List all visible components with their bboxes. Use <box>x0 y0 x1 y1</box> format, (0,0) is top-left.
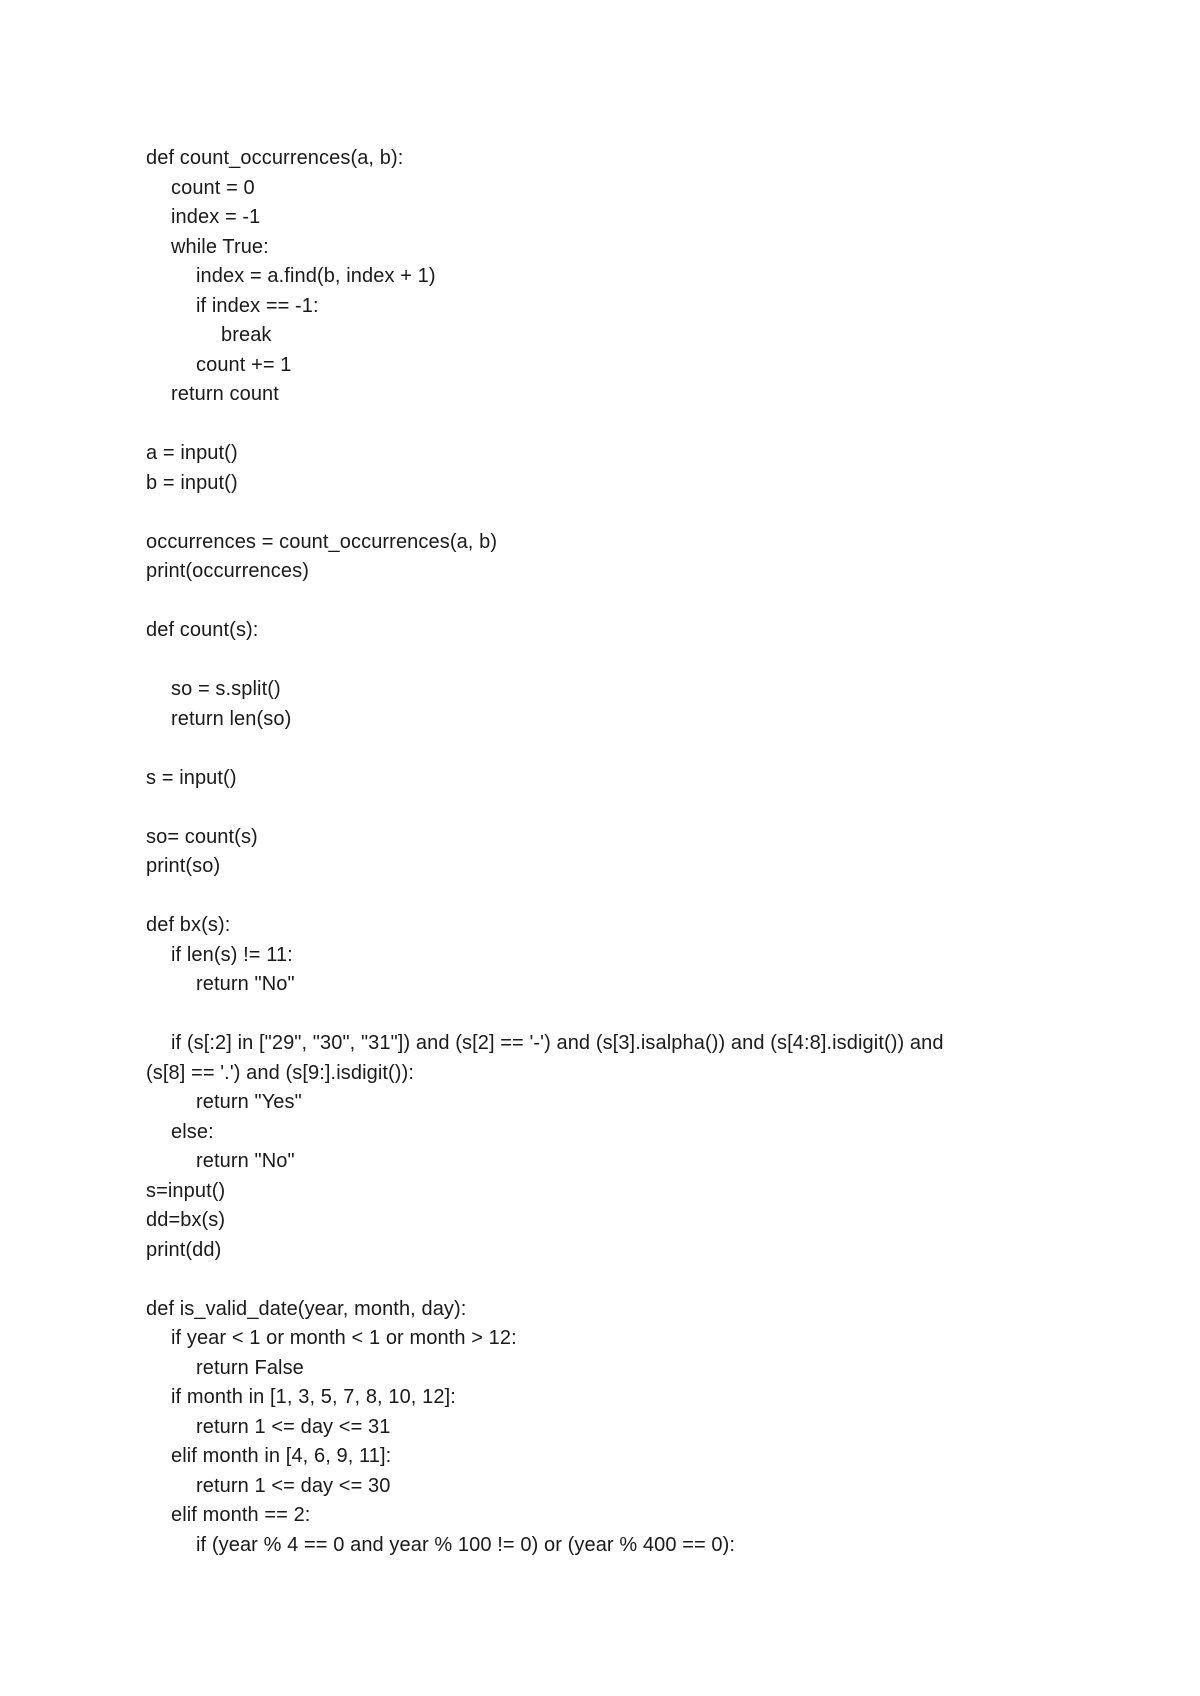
blank-line <box>146 793 1046 823</box>
code-line: b = input() <box>146 471 238 494</box>
blank-line <box>146 1000 1046 1030</box>
blank-line <box>146 587 1046 617</box>
code-line: print(dd) <box>146 1238 222 1261</box>
code-line: return "Yes" <box>196 1091 302 1113</box>
code-line: index = -1 <box>171 206 261 228</box>
blank-line <box>146 734 1046 764</box>
code-line: return count <box>171 383 279 405</box>
blank-line <box>146 410 1046 440</box>
code-line: print(so) <box>146 855 221 877</box>
blank-line <box>146 498 1046 528</box>
code-line: def count(s): <box>146 619 259 641</box>
code-line: so = s.split() <box>171 678 281 700</box>
code-line: if year < 1 or month < 1 or month > 12: <box>171 1327 517 1349</box>
code-line: if len(s) != 11: <box>171 943 293 966</box>
code-line: def count_occurrences(a, b): <box>146 147 404 169</box>
code-line: occurrences = count_occurrences(a, b) <box>146 530 498 553</box>
code-line: while True: <box>171 235 269 258</box>
code-line: print(occurrences) <box>146 560 309 582</box>
code-line: index = a.find(b, index + 1) <box>196 265 436 287</box>
code-line: a = input() <box>146 442 238 464</box>
code-line: (s[8] == '.') and (s[9:].isdigit()): <box>146 1061 414 1084</box>
code-line: def is_valid_date(year, month, day): <box>146 1297 467 1320</box>
code-line: elif month in [4, 6, 9, 11]: <box>171 1445 392 1467</box>
blank-line <box>146 1265 1046 1295</box>
code-line: s = input() <box>146 766 237 789</box>
code-line: if (s[:2] in ["29", "30", "31"]) and (s[2] == '-') and (s[3].isalpha()) and (s[4:8].isdigit()) and <box>171 1032 944 1054</box>
code-line: return "No" <box>196 973 295 995</box>
code-line: count += 1 <box>196 353 292 376</box>
code-line: return False <box>196 1356 304 1379</box>
code-line: count = 0 <box>171 176 255 199</box>
code-line: so= count(s) <box>146 825 258 848</box>
code-line: elif month == 2: <box>171 1504 311 1526</box>
code-line: break <box>221 324 272 346</box>
code-line: if index == -1: <box>196 294 319 317</box>
blank-line <box>146 646 1046 676</box>
code-line: return 1 <= day <= 31 <box>196 1415 391 1438</box>
code-line: return "No" <box>196 1150 295 1172</box>
code-block <box>146 144 1046 1560</box>
code-line: s=input() <box>146 1179 226 1202</box>
code-line: if month in [1, 3, 5, 7, 8, 10, 12]: <box>171 1386 456 1408</box>
code-line: return 1 <= day <= 30 <box>196 1474 391 1497</box>
code-line: if (year % 4 == 0 and year % 100 != 0) or (year % 400 == 0): <box>196 1533 736 1556</box>
blank-line <box>146 882 1046 912</box>
code-line: def bx(s): <box>146 914 231 936</box>
code-line: dd=bx(s) <box>146 1209 226 1231</box>
code-line: return len(so) <box>171 707 292 730</box>
code-line: else: <box>171 1120 214 1143</box>
